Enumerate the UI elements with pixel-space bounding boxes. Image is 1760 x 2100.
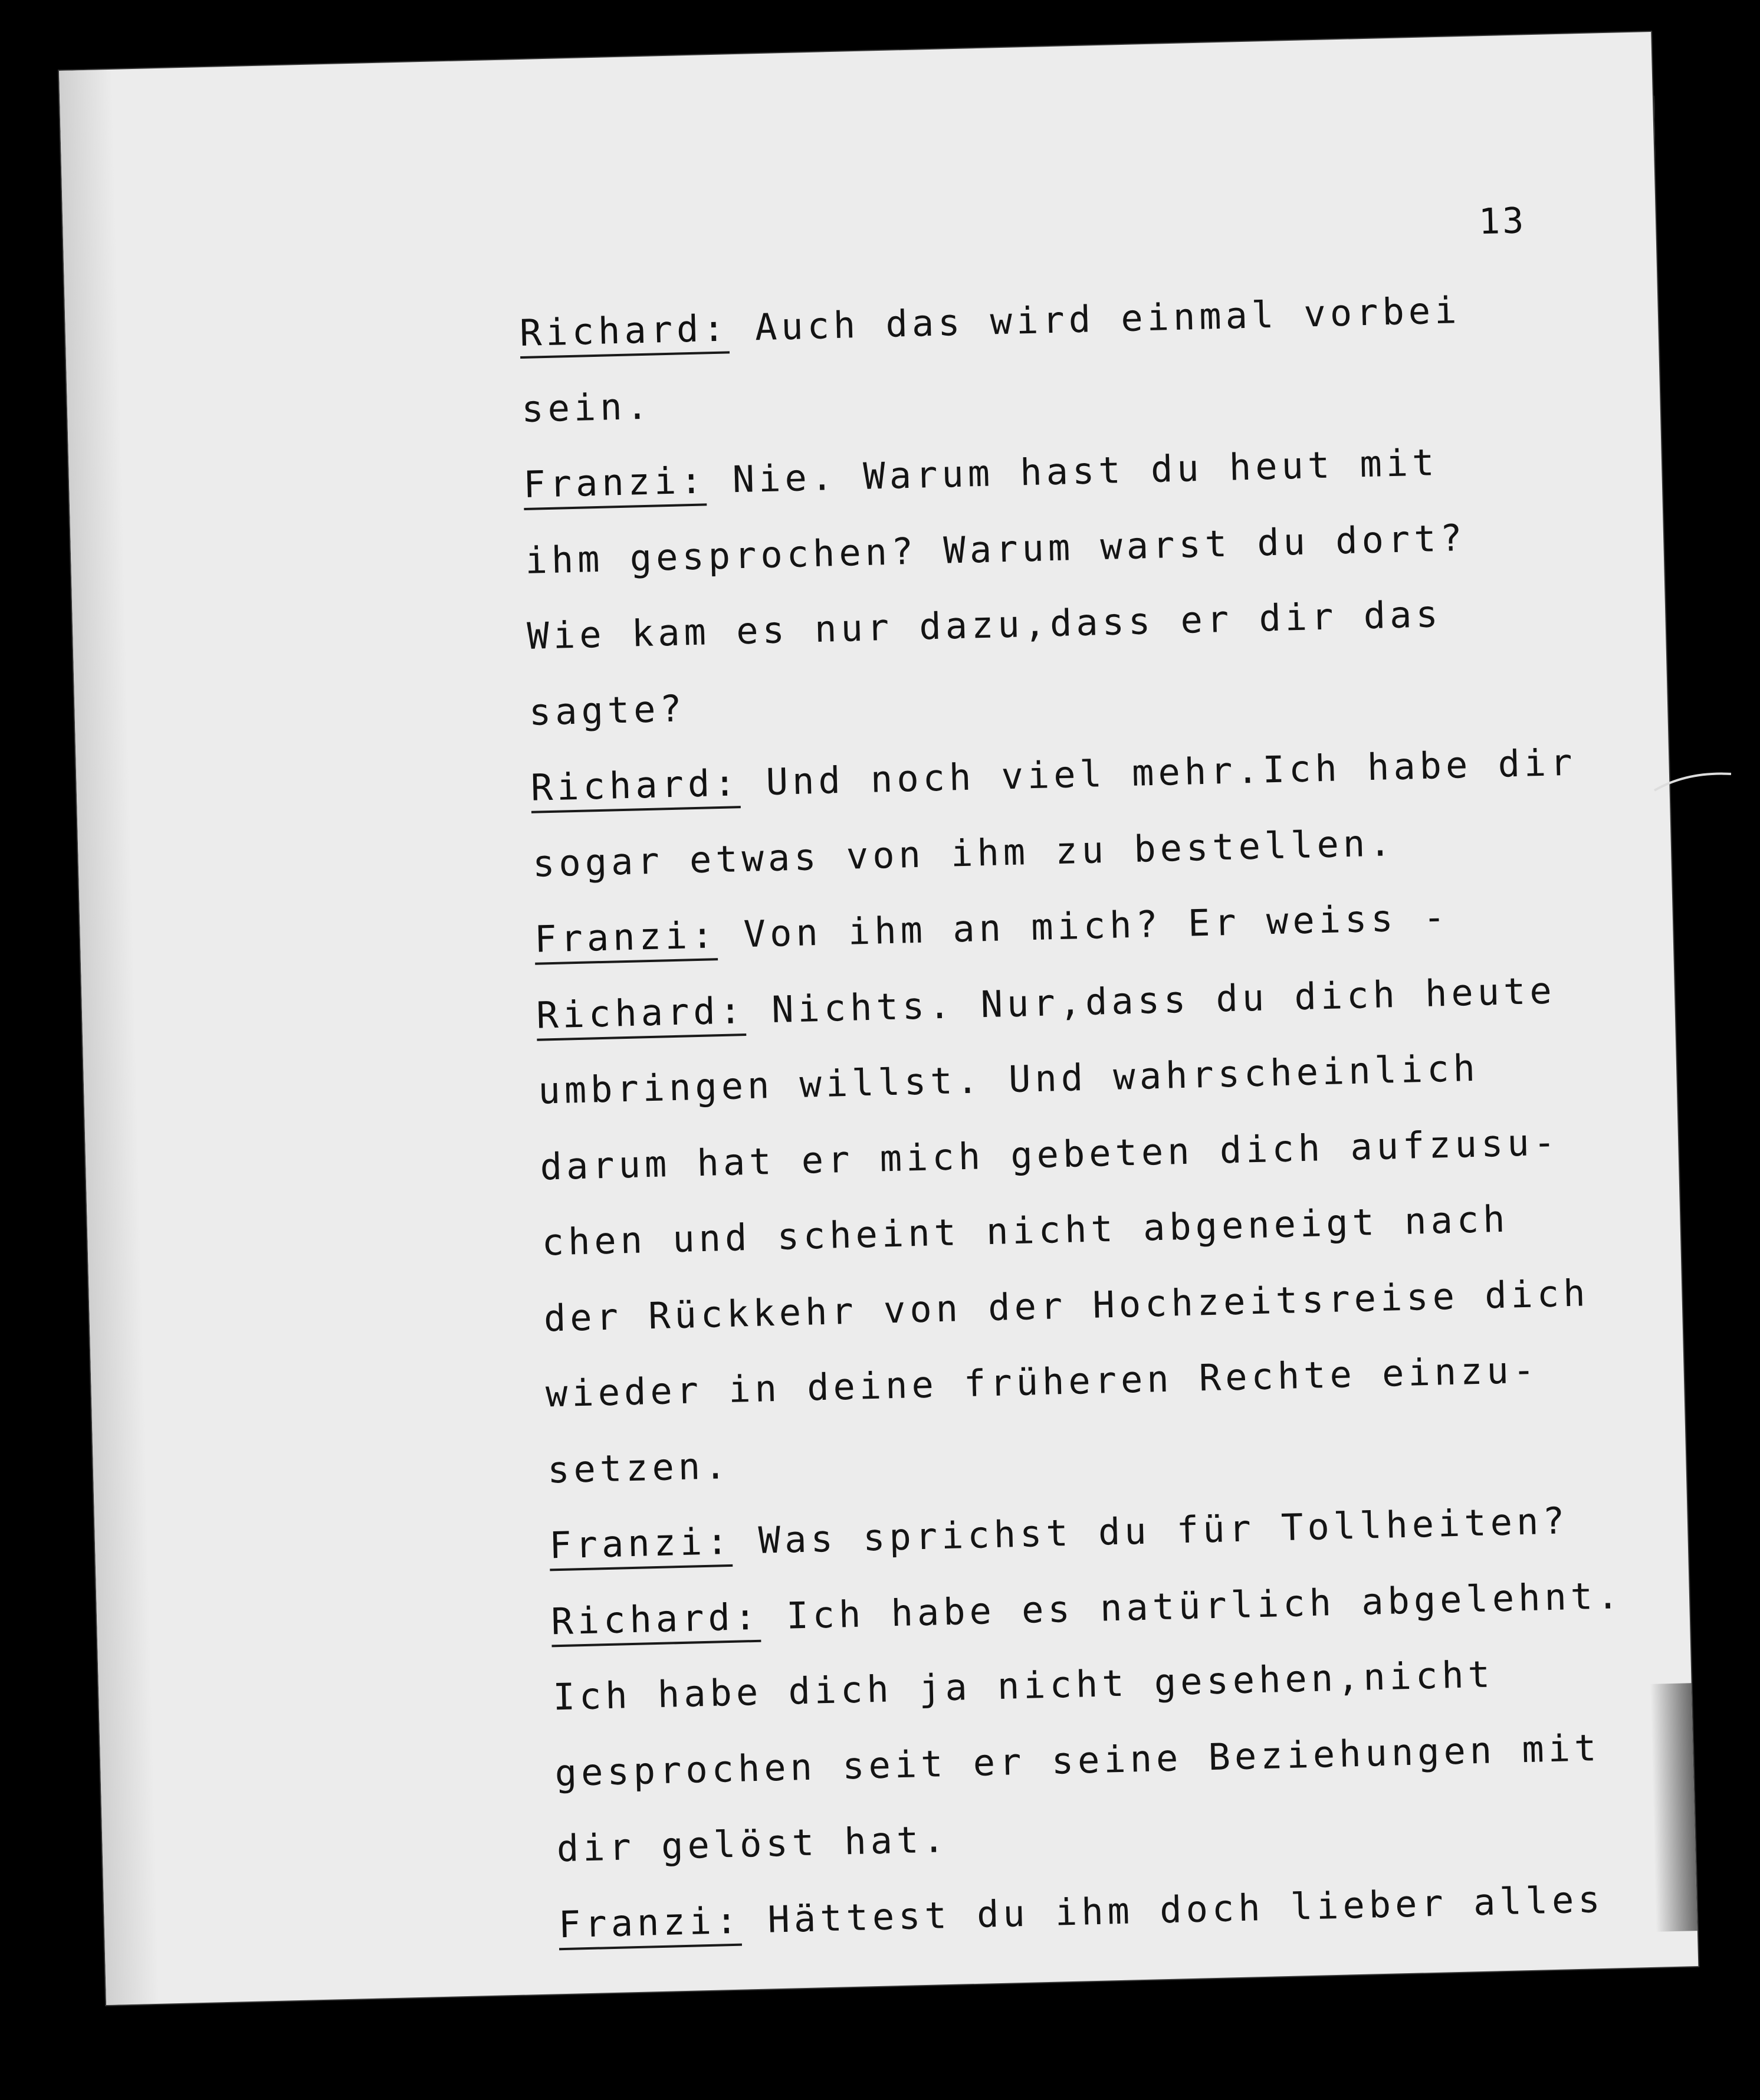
line-text: dir gelöst hat. [556, 1817, 950, 1871]
script-text [519, 268, 1680, 1963]
typewritten-page [59, 32, 1698, 2005]
line-text: Auch das wird einmal vorbei [728, 288, 1462, 350]
line-text: sogar etwas von ihm zu bestellen. [532, 821, 1396, 885]
line-text: der Rückkehr von der Hochzeitsreise dich [543, 1271, 1590, 1340]
line-text: wieder in deine früheren Rechte einzu- [545, 1348, 1539, 1416]
line-text: Von ihm an mich? Er weiss - [717, 895, 1450, 957]
line-text: Hättest du ihm doch lieber alles [741, 1877, 1605, 1942]
speaker-name: Franzi: [549, 1518, 733, 1571]
line-text: darum hat er mich gebeten dich aufzusu- [539, 1120, 1560, 1189]
line-text: Ich habe dich ja nicht gesehen,nicht [552, 1652, 1495, 1719]
line-text: ihm gesprochen? Warum warst du dort? [524, 516, 1467, 582]
line-text: Wie kam es nur dazu,dass er dir das [526, 592, 1443, 658]
line-text: Und noch viel mehr.Ich habe dir [739, 740, 1577, 805]
line-text: sein. [521, 384, 653, 431]
speaker-name: Richard: [519, 305, 730, 359]
line-text: Was sprichst du für Tollheiten? [731, 1499, 1569, 1563]
speaker-name: Richard: [536, 987, 746, 1041]
page-edge-shadow [59, 70, 159, 2005]
line-text: gesprochen seit er seine Beziehungen mit [554, 1725, 1601, 1794]
line-text: Ich habe es natürlich abgelehnt. [760, 1573, 1624, 1638]
speaker-name: Franzi: [534, 912, 718, 965]
speaker-name: Franzi: [558, 1897, 742, 1950]
line-text: umbringen willst. Und wahrscheinlich [537, 1046, 1480, 1113]
page-number: 13 [1478, 200, 1527, 243]
line-text: sagte? [528, 686, 687, 734]
line-text: Nichts. Nur,dass du dich heute [744, 968, 1557, 1032]
speaker-name: Richard: [530, 760, 741, 813]
line-text: setzen. [547, 1443, 731, 1491]
speaker-name: Richard: [551, 1593, 761, 1647]
pen-mark [1651, 767, 1734, 796]
line-text: Nie. Warum hast du heut mit [705, 441, 1439, 502]
line-text: chen und scheint nicht abgeneigt nach [541, 1197, 1510, 1264]
speaker-name: Franzi: [523, 457, 707, 510]
